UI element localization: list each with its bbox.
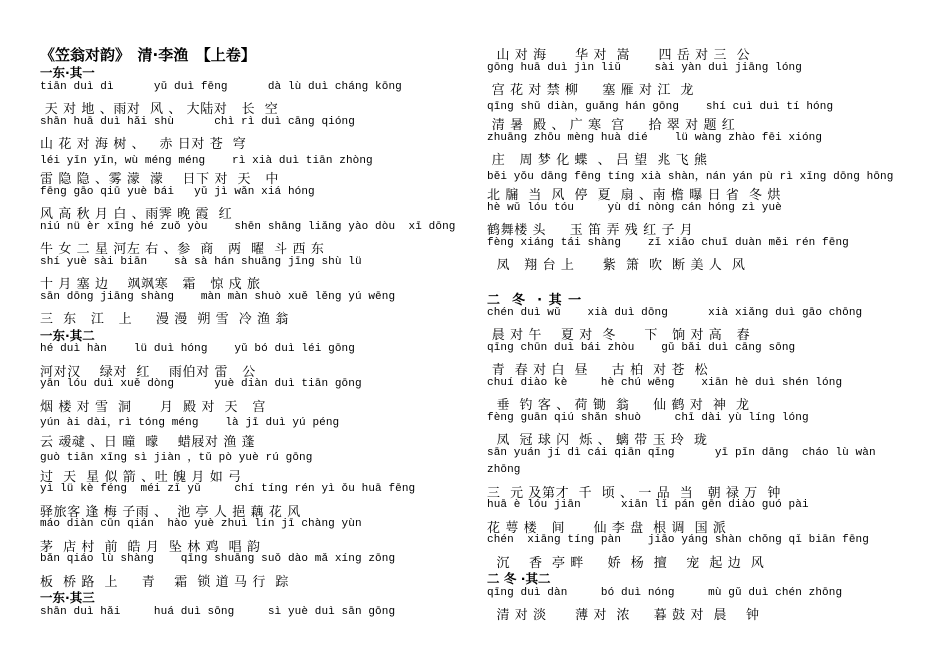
pinyin-line: fēng gāo qiū yuè bái yǔ jì wǎn xiá hóng [40, 185, 315, 198]
verse-line: 三 元 及第才 千 顷 、 一 品 当 朝 禄 万 钟 [487, 485, 781, 499]
verse-line: 烟 楼 对 雪 洞 月 殿 对 天 宫 [40, 399, 266, 413]
pinyin-line: shí yuè sài biān sà sà hán shuāng jīng shù lǚ [40, 255, 362, 268]
pinyin-line: hè wǔ lóu tóu yù dí nòng cán hóng zì yuè [487, 201, 782, 214]
right-column [487, 44, 927, 622]
section-heading: 一东·其一 [40, 65, 95, 80]
pinyin-line: máo diàn cūn qián hào yuè zhuì lín jī chàng yùn [40, 518, 362, 530]
pinyin-line: sān yuán jí dì cái qiān qǐng yī pǐn dāng cháo lù wàn [487, 446, 876, 459]
pinyin-line: yì lǚ kè féng méi zǐ yǔ chí tíng rén yì ǒu huā fēng [40, 483, 416, 495]
verse-line: 凤 翔 台 上 紫 箫 吹 断 美 人 风 [487, 258, 746, 272]
pinyin-line: zhuāng zhōu mèng huà dié lǚ wàng zhào fēi xióng [487, 131, 823, 144]
verse-line: 庄 周 梦 化 蝶 、 吕 望 兆 飞 熊 [487, 153, 708, 167]
section-heading: 一东·其二 [40, 327, 95, 343]
pinyin-line: huā è lóu jiān xiān lǐ pán gēn diào guó pài [487, 499, 809, 511]
section-heading: 二 冬 · 其 一 [487, 293, 583, 307]
verse-line: 沉 香 亭 畔 娇 杨 擅 宠 起 边 风 [487, 555, 765, 569]
verse-line: 十 月 塞 边 飒飒寒 霜 惊 戍 旅 [40, 277, 261, 291]
pinyin-line: léi yǐn yǐn，wù méng méng rì xià duì tiān zhòng [40, 154, 373, 167]
verse-line: 三 东 江 上 漫 漫 朔 雪 冷 渔 翁 [40, 312, 289, 326]
verse-line: 山 对 海 华 对 嵩 四 岳 对 三 公 [487, 48, 751, 62]
verse-line: 河对汉 绿对 红 雨伯对 雷 公 [40, 364, 256, 378]
verse-line: 清 对 淡 薄 对 浓 暮 鼓 对 晨 钟 [487, 608, 760, 622]
pinyin-line: chén xiāng tíng pàn jiāo yáng shàn chǒng qǐ biān fēng [487, 534, 869, 546]
pinyin-line: sān dōng jiāng shàng màn màn shuò xuě lěng yú wēng [40, 290, 396, 303]
pinyin-line: shān duì hǎi huá duì sōng sì yuè duì sān gōng [40, 605, 396, 618]
pinyin-line: guò tiān xīng sì jiàn ，tǔ pò yuè rú gōng [40, 452, 313, 464]
pinyin-line: chén duì wǔ xià duì dōng xià xiǎng duì gāo chōng [487, 306, 863, 319]
pinyin-line: qīng shǔ diàn，guǎng hán gōng shí cuì duì tí hóng [487, 100, 834, 113]
section-heading: 一东·其三 [40, 590, 95, 605]
pinyin-line: niú nǚ èr xīng hé zuǒ yòu shēn shāng liǎng yào dòu xī dōng [40, 220, 456, 233]
pinyin-line: yān lóu duì xuě dòng yuè diàn duì tiān gōng [40, 378, 362, 390]
blank-line [487, 272, 927, 290]
verse-line: 凤 冠 球 闪 烁 、 螭 带 玉 玲 珑 [487, 433, 708, 447]
left-column [40, 44, 465, 623]
pinyin-line: gōng huā duì jìn liǔ sài yàn duì jiāng lóng [487, 61, 802, 74]
section-heading: 二 冬 ·其二 [487, 571, 551, 586]
verse-line: 青 春 对 白 昼 古 柏 对 苍 松 [487, 363, 709, 377]
verse-line: 风 高 秋 月 白 、雨霁 晚 霞 红 [40, 207, 233, 221]
verse-line: 晨 对 午 夏 对 冬 下 饷 对 高 舂 [487, 328, 751, 342]
pinyin-line: qīng duì dàn bó duì nóng mù gǔ duì chén zhōng [487, 586, 843, 599]
verse-line: 板 桥 路 上 青 霜 锁 道 马 行 踪 [40, 574, 289, 588]
verse-line: 清 暑 殿 、 广 寒 宫 拾 翠 对 题 红 [487, 118, 736, 132]
pinyin-line: chuí diào kè hè chú wēng xiān hè duì shén lóng [487, 376, 843, 389]
pinyin-line: yún ài dài，rì tóng méng là jī duì yú péng [40, 417, 340, 429]
verse-line: 垂 钓 客 、 荷 锄 翁 仙 鹤 对 神 龙 [487, 398, 750, 412]
verse-line: 驿旅客 逢 梅 子雨 、 池 亭 人 挹 藕 花 风 [40, 504, 301, 518]
verse-line: 牛 女 二 星 河左 右 、参 商 两 曜 斗 西 东 [40, 242, 325, 256]
verse-line: 北 牖 当 风 停 夏 扇 、南 檐 曝 日 省 冬 烘 [487, 188, 781, 202]
pinyin-line: tiān duì dì yǔ duì fēng dà lù duì cháng kōng [40, 80, 402, 93]
pinyin-line: qīng chūn duì bái zhòu gǔ bǎi duì cāng sōng [487, 341, 796, 354]
verse-line: 过 天 星 似 箭 、吐 魄 月 如 弓 [40, 469, 242, 483]
verse-line: 天 对 地 、雨对 风 、 大陆对 长 空 [40, 102, 279, 116]
pinyin-line: shān huā duì hǎi shù chì rì duì cāng qióng [40, 115, 355, 128]
verse-line: 鹤舞楼 头 玉 笛 弄 残 红 子 月 [487, 223, 694, 237]
verse-line: 花 萼 楼 间 仙 李 盘 根 调 国 派 [487, 520, 727, 534]
verse-line: 云 叆叇 、日 曈 曚 蜡屐对 渔 蓬 [40, 434, 256, 448]
pinyin-line: běi yǒu dāng fēng tíng xià shàn，nán yán pù rì xǐng dōng hōng [487, 170, 894, 183]
pinyin-line: fèng xiáng tái shàng zǐ xiāo chuī duàn měi rén fēng [487, 236, 849, 249]
verse-line: 茅 店 村 前 皓 月 坠 林 鸡 唱 韵 [40, 539, 261, 553]
verse-line: 宫 花 对 禁 柳 塞 雁 对 江 龙 [487, 83, 694, 97]
pinyin-line: hé duì hàn lǜ duì hóng yǔ bó duì léi gōng [40, 343, 355, 355]
verse-line: 山 花 对 海 树 、 赤 日对 苍 穹 [40, 137, 247, 151]
pinyin-line: fèng guān qiú shǎn shuò chī dài yù líng lóng [487, 411, 809, 424]
pinyin-line: zhōng [487, 464, 521, 476]
document-title: 《笠翁对韵》 清·李渔 【上卷】 [40, 46, 256, 63]
pinyin-line: bǎn qiáo lù shàng qīng shuāng suǒ dào mǎ xíng zōng [40, 553, 396, 565]
verse-line: 雷 隐 隐 、雾 濛 濛 日下 对 天 中 [40, 172, 279, 186]
